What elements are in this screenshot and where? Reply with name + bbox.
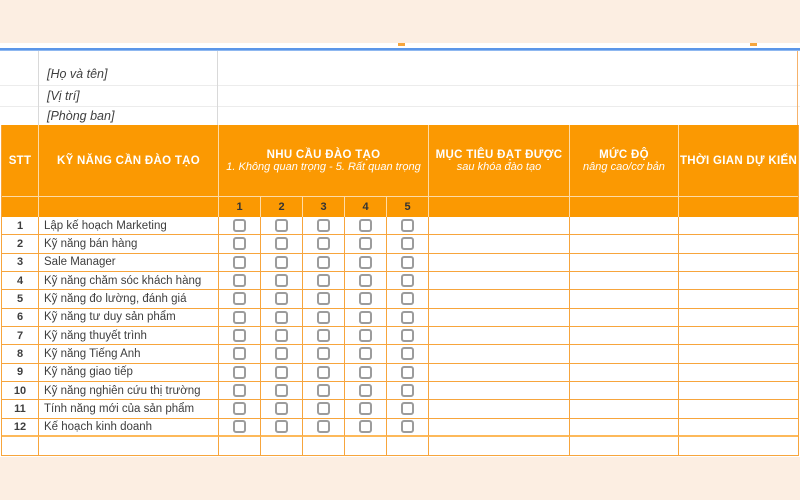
rating-checkbox[interactable] — [401, 366, 414, 379]
goal-cell[interactable] — [429, 235, 570, 253]
rating-checkbox[interactable] — [401, 384, 414, 397]
rating-checkbox[interactable] — [317, 420, 330, 433]
scale-5: 5 — [387, 197, 429, 217]
rating-cell-5 — [387, 272, 429, 290]
rating-checkbox[interactable] — [233, 347, 246, 360]
skill-name-cell[interactable]: Kỹ năng chăm sóc khách hàng — [39, 272, 219, 290]
table-row — [2, 327, 798, 345]
row-index-cell: 4 — [2, 272, 39, 290]
rating-cell-4 — [345, 254, 387, 272]
rating-cell-3 — [303, 364, 345, 382]
time-cell[interactable] — [679, 327, 798, 345]
rating-checkbox[interactable] — [359, 274, 372, 287]
time-cell[interactable] — [679, 364, 798, 382]
rating-checkbox[interactable] — [359, 292, 372, 305]
clipped-cell-mark — [750, 43, 757, 46]
rating-checkbox[interactable] — [275, 366, 288, 379]
table-row — [2, 217, 798, 235]
skill-name-cell[interactable]: Tính năng mới của sản phẩm — [39, 400, 219, 418]
skill-name-cell[interactable]: Kế hoạch kinh doanh — [39, 419, 219, 437]
rating-checkbox[interactable] — [275, 292, 288, 305]
level-cell[interactable] — [570, 217, 679, 235]
rating-checkbox[interactable] — [401, 219, 414, 232]
rating-cell-2 — [261, 400, 303, 418]
table-body — [2, 217, 798, 455]
row-index-cell: 1 — [2, 217, 39, 235]
level-cell[interactable] — [570, 235, 679, 253]
scale-spacer — [429, 197, 570, 217]
rating-cell-1 — [219, 290, 261, 308]
scale-2: 2 — [261, 197, 303, 217]
table-row — [2, 254, 798, 272]
empty-cell[interactable] — [261, 437, 303, 455]
rating-checkbox[interactable] — [359, 366, 372, 379]
empty-cell[interactable] — [219, 437, 261, 455]
gridline — [217, 51, 218, 125]
goal-cell[interactable] — [429, 254, 570, 272]
rating-cell-3 — [303, 290, 345, 308]
rating-cell-3 — [303, 327, 345, 345]
rating-cell-5 — [387, 327, 429, 345]
scale-3: 3 — [303, 197, 345, 217]
level-cell[interactable] — [570, 419, 679, 437]
scale-1: 1 — [219, 197, 261, 217]
rating-checkbox[interactable] — [401, 347, 414, 360]
rating-checkbox[interactable] — [275, 420, 288, 433]
header-need: NHU CẦU ĐÀO TẠO 1. Không quan trọng - 5. Rất quan trọng — [219, 125, 429, 197]
level-cell[interactable] — [570, 290, 679, 308]
rating-checkbox[interactable] — [233, 384, 246, 397]
row-index-cell: 11 — [2, 400, 39, 418]
row-index-cell: 6 — [2, 309, 39, 327]
empty-cell[interactable] — [39, 437, 219, 455]
rating-cell-1 — [219, 327, 261, 345]
empty-cell[interactable] — [570, 437, 679, 455]
rating-cell-2 — [261, 419, 303, 437]
rating-checkbox[interactable] — [317, 366, 330, 379]
rating-checkbox[interactable] — [317, 402, 330, 415]
rating-checkbox[interactable] — [233, 292, 246, 305]
time-cell[interactable] — [679, 382, 798, 400]
time-cell[interactable] — [679, 419, 798, 437]
rating-cell-5 — [387, 217, 429, 235]
rating-cell-4 — [345, 290, 387, 308]
rating-cell-2 — [261, 327, 303, 345]
rating-checkbox[interactable] — [233, 256, 246, 269]
rating-checkbox[interactable] — [317, 292, 330, 305]
skill-name-cell[interactable]: Sale Manager — [39, 254, 219, 272]
rating-cell-4 — [345, 382, 387, 400]
empty-row — [2, 437, 798, 455]
rating-cell-1 — [219, 382, 261, 400]
position-field-cell[interactable]: [Vị trí] — [47, 89, 80, 103]
table-row — [2, 364, 798, 382]
rating-cell-1 — [219, 364, 261, 382]
rating-cell-4 — [345, 345, 387, 363]
header-goal: MỤC TIÊU ĐẠT ĐƯỢC sau khóa đào tạo — [429, 125, 570, 197]
rating-checkbox[interactable] — [359, 347, 372, 360]
time-cell[interactable] — [679, 345, 798, 363]
time-cell[interactable] — [679, 290, 798, 308]
table-row — [2, 309, 798, 327]
rating-cell-3 — [303, 309, 345, 327]
scale-header-row — [2, 197, 798, 217]
rating-cell-5 — [387, 290, 429, 308]
rating-cell-2 — [261, 217, 303, 235]
gridline — [0, 106, 800, 107]
rating-checkbox[interactable] — [275, 347, 288, 360]
rating-checkbox[interactable] — [233, 402, 246, 415]
rating-checkbox[interactable] — [401, 329, 414, 342]
rating-cell-1 — [219, 419, 261, 437]
skill-name-cell[interactable]: Kỹ năng thuyết trình — [39, 327, 219, 345]
goal-cell[interactable] — [429, 419, 570, 437]
table-row — [2, 400, 798, 418]
clipped-cell-mark — [398, 43, 405, 46]
skill-name-cell[interactable]: Kỹ năng Tiếng Anh — [39, 345, 219, 363]
goal-cell[interactable] — [429, 382, 570, 400]
rating-checkbox[interactable] — [359, 219, 372, 232]
goal-cell[interactable] — [429, 309, 570, 327]
empty-cell[interactable] — [429, 437, 570, 455]
rating-checkbox[interactable] — [401, 292, 414, 305]
rating-cell-3 — [303, 382, 345, 400]
rating-checkbox[interactable] — [359, 420, 372, 433]
rating-checkbox[interactable] — [401, 237, 414, 250]
name-field-cell[interactable]: [Họ và tên] — [47, 67, 108, 81]
row-index-cell: 8 — [2, 345, 39, 363]
rating-checkbox[interactable] — [233, 311, 246, 324]
time-cell[interactable] — [679, 309, 798, 327]
rating-checkbox[interactable] — [317, 347, 330, 360]
time-cell[interactable] — [679, 400, 798, 418]
goal-cell[interactable] — [429, 327, 570, 345]
rating-checkbox[interactable] — [401, 256, 414, 269]
level-cell[interactable] — [570, 382, 679, 400]
rating-checkbox[interactable] — [275, 237, 288, 250]
level-cell[interactable] — [570, 400, 679, 418]
rating-cell-1 — [219, 345, 261, 363]
level-cell[interactable] — [570, 272, 679, 290]
time-cell[interactable] — [679, 235, 798, 253]
rating-cell-1 — [219, 400, 261, 418]
table-row — [2, 272, 798, 290]
row-index-cell: 12 — [2, 419, 39, 437]
bottom-margin-band — [0, 457, 800, 500]
rating-cell-4 — [345, 364, 387, 382]
rating-cell-3 — [303, 419, 345, 437]
row-index-cell: 7 — [2, 327, 39, 345]
rating-cell-2 — [261, 364, 303, 382]
rating-cell-5 — [387, 400, 429, 418]
rating-cell-1 — [219, 217, 261, 235]
skill-name-cell[interactable]: Lập kế hoạch Marketing — [39, 217, 219, 235]
rating-cell-1 — [219, 235, 261, 253]
rating-checkbox[interactable] — [275, 256, 288, 269]
table-row — [2, 382, 798, 400]
scale-spacer — [570, 197, 679, 217]
level-cell[interactable] — [570, 364, 679, 382]
time-cell[interactable] — [679, 217, 798, 235]
rating-cell-3 — [303, 272, 345, 290]
rating-cell-2 — [261, 235, 303, 253]
rating-checkbox[interactable] — [359, 237, 372, 250]
rating-checkbox[interactable] — [233, 329, 246, 342]
rating-cell-2 — [261, 290, 303, 308]
rating-cell-4 — [345, 272, 387, 290]
rating-cell-3 — [303, 345, 345, 363]
rating-checkbox[interactable] — [233, 420, 246, 433]
rating-cell-2 — [261, 382, 303, 400]
rating-cell-4 — [345, 217, 387, 235]
table-row — [2, 290, 798, 308]
rating-cell-2 — [261, 345, 303, 363]
rating-checkbox[interactable] — [317, 329, 330, 342]
rating-checkbox[interactable] — [401, 402, 414, 415]
rating-cell-4 — [345, 400, 387, 418]
goal-cell[interactable] — [429, 364, 570, 382]
rating-checkbox[interactable] — [359, 329, 372, 342]
scale-4: 4 — [345, 197, 387, 217]
rating-cell-5 — [387, 382, 429, 400]
goal-cell[interactable] — [429, 290, 570, 308]
rating-cell-4 — [345, 419, 387, 437]
rating-cell-3 — [303, 217, 345, 235]
gridline — [0, 85, 800, 86]
rating-checkbox[interactable] — [317, 384, 330, 397]
rating-checkbox[interactable] — [233, 366, 246, 379]
info-fields-region — [0, 51, 800, 125]
rating-checkbox[interactable] — [359, 402, 372, 415]
rating-checkbox[interactable] — [275, 384, 288, 397]
rating-cell-3 — [303, 254, 345, 272]
rating-checkbox[interactable] — [233, 237, 246, 250]
rating-cell-2 — [261, 309, 303, 327]
level-cell[interactable] — [570, 309, 679, 327]
rating-cell-4 — [345, 309, 387, 327]
rating-cell-4 — [345, 327, 387, 345]
rating-checkbox[interactable] — [317, 274, 330, 287]
rating-checkbox[interactable] — [359, 384, 372, 397]
rating-cell-3 — [303, 400, 345, 418]
goal-cell[interactable] — [429, 345, 570, 363]
row-index-cell: 2 — [2, 235, 39, 253]
rating-checkbox[interactable] — [317, 237, 330, 250]
scale-spacer — [679, 197, 798, 217]
empty-cell[interactable] — [679, 437, 798, 455]
row-index-cell: 10 — [2, 382, 39, 400]
rating-checkbox[interactable] — [317, 256, 330, 269]
level-cell[interactable] — [570, 345, 679, 363]
skill-name-cell[interactable]: Kỹ năng tư duy sản phẩm — [39, 309, 219, 327]
table-header-row — [2, 125, 798, 197]
rating-checkbox[interactable] — [317, 311, 330, 324]
skill-name-cell[interactable]: Kỹ năng nghiên cứu thị trường — [39, 382, 219, 400]
gridline — [38, 51, 39, 125]
goal-cell[interactable] — [429, 400, 570, 418]
row-index-cell: 9 — [2, 364, 39, 382]
header-time: THỜI GIAN DỰ KIẾN — [679, 125, 798, 197]
rating-cell-5 — [387, 419, 429, 437]
rating-cell-1 — [219, 254, 261, 272]
rating-cell-5 — [387, 345, 429, 363]
empty-cell[interactable] — [345, 437, 387, 455]
scale-spacer — [39, 197, 219, 217]
rating-checkbox[interactable] — [233, 219, 246, 232]
goal-cell[interactable] — [429, 217, 570, 235]
table-right-border — [797, 51, 798, 125]
empty-cell[interactable] — [303, 437, 345, 455]
rating-checkbox[interactable] — [317, 219, 330, 232]
rating-cell-4 — [345, 235, 387, 253]
rating-cell-5 — [387, 309, 429, 327]
rating-cell-1 — [219, 309, 261, 327]
time-cell[interactable] — [679, 272, 798, 290]
rating-cell-2 — [261, 254, 303, 272]
skill-name-cell[interactable]: Kỹ năng bán hàng — [39, 235, 219, 253]
header-stt: STT — [2, 125, 39, 197]
empty-cell[interactable] — [2, 437, 39, 455]
rating-checkbox[interactable] — [359, 311, 372, 324]
top-margin-band — [0, 0, 800, 43]
rating-checkbox[interactable] — [401, 274, 414, 287]
header-skill: KỸ NĂNG CẦN ĐÀO TẠO — [39, 125, 219, 197]
skill-name-cell[interactable]: Kỹ năng đo lường, đánh giá — [39, 290, 219, 308]
scale-spacer — [2, 197, 39, 217]
rating-checkbox[interactable] — [275, 329, 288, 342]
rating-cell-5 — [387, 235, 429, 253]
rating-checkbox[interactable] — [401, 311, 414, 324]
department-field-cell[interactable]: [Phòng ban] — [47, 109, 115, 123]
rating-cell-1 — [219, 272, 261, 290]
row-index-cell: 3 — [2, 254, 39, 272]
rating-checkbox[interactable] — [275, 219, 288, 232]
level-cell[interactable] — [570, 327, 679, 345]
rating-cell-5 — [387, 254, 429, 272]
rating-checkbox[interactable] — [275, 274, 288, 287]
rating-checkbox[interactable] — [275, 311, 288, 324]
rating-checkbox[interactable] — [275, 402, 288, 415]
training-needs-table — [1, 125, 799, 456]
row-index-cell: 5 — [2, 290, 39, 308]
header-level: MỨC ĐỘ nâng cao/cơ bản — [570, 125, 679, 197]
rating-checkbox[interactable] — [233, 274, 246, 287]
table-row — [2, 419, 798, 437]
rating-checkbox[interactable] — [401, 420, 414, 433]
goal-cell[interactable] — [429, 272, 570, 290]
level-cell[interactable] — [570, 254, 679, 272]
table-row — [2, 235, 798, 253]
empty-cell[interactable] — [387, 437, 429, 455]
table-row — [2, 345, 798, 363]
rating-cell-3 — [303, 235, 345, 253]
rating-cell-5 — [387, 364, 429, 382]
skill-name-cell[interactable]: Kỹ năng giao tiếp — [39, 364, 219, 382]
rating-cell-2 — [261, 272, 303, 290]
time-cell[interactable] — [679, 254, 798, 272]
rating-checkbox[interactable] — [359, 256, 372, 269]
